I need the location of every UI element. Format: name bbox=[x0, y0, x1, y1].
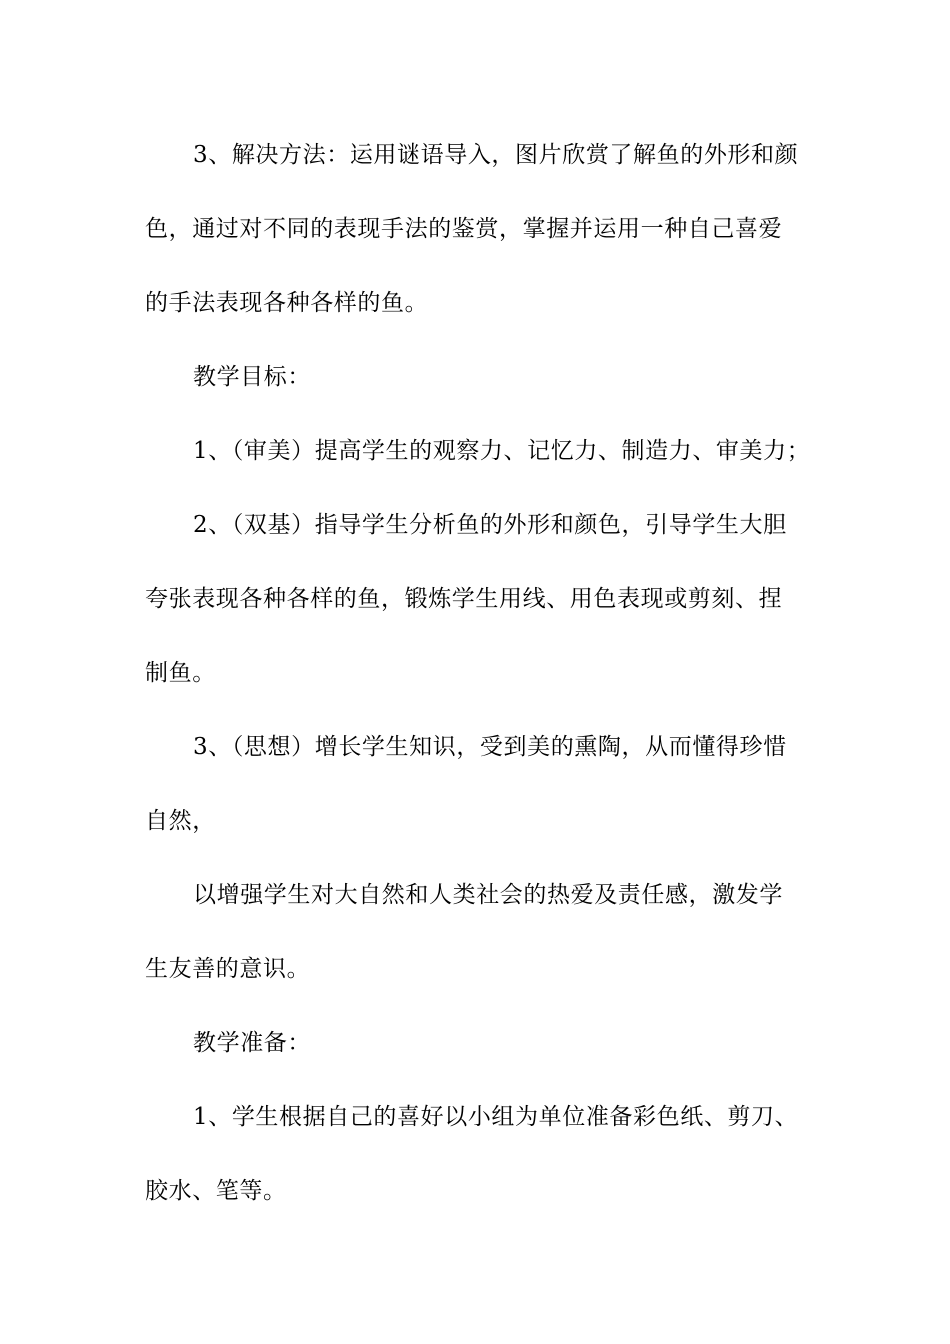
text-line: 自然， bbox=[145, 808, 216, 834]
text-line: 色，通过对不同的表现手法的鉴赏，掌握并运用一种自己喜爱 bbox=[145, 216, 783, 242]
text-line: 制鱼。 bbox=[145, 660, 216, 686]
heading-teaching-preparation bbox=[145, 1006, 815, 1080]
text-line: 3、（思想）增长学生知识，受到美的熏陶，从而懂得珍惜 bbox=[193, 734, 787, 760]
text-line: 胶水、笔等。 bbox=[145, 1178, 287, 1204]
paragraph-solution-method bbox=[145, 118, 815, 340]
paragraph-goal-thought bbox=[145, 710, 815, 858]
text-line: 夸张表现各种各样的鱼，锻炼学生用线、用色表现或剪刻、捏 bbox=[145, 586, 783, 612]
text-line: 1、学生根据自己的喜好以小组为单位准备彩色纸、剪刀、 bbox=[193, 1104, 799, 1130]
heading-teaching-goals bbox=[145, 340, 815, 414]
text-line: 教学目标： bbox=[193, 364, 311, 390]
text-line: 以增强学生对大自然和人类社会的热爱及责任感，激发学 bbox=[193, 882, 783, 908]
text-line: 2、（双基）指导学生分析鱼的外形和颜色，引导学生大胆 bbox=[193, 512, 787, 538]
text-line: 的手法表现各种各样的鱼。 bbox=[145, 290, 429, 316]
text-line: 教学准备： bbox=[193, 1030, 311, 1056]
paragraph-goal-basics bbox=[145, 488, 815, 710]
paragraph-goal-aesthetic bbox=[145, 414, 815, 488]
paragraph-goal-responsibility bbox=[145, 858, 815, 1006]
text-line: 1、（审美）提高学生的观察力、记忆力、制造力、审美力； bbox=[193, 438, 811, 464]
document-body bbox=[145, 118, 815, 1228]
paragraph-preparation-materials bbox=[145, 1080, 815, 1228]
text-line: 生友善的意识。 bbox=[145, 956, 311, 982]
text-line: 3、解决方法：运用谜语导入，图片欣赏了解鱼的外形和颜 bbox=[193, 142, 799, 168]
